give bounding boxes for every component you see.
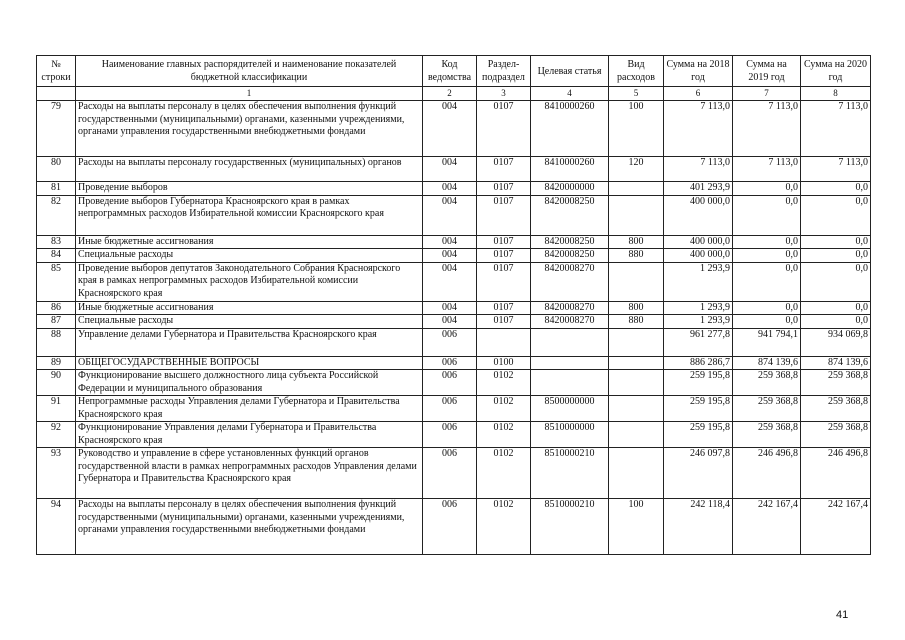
budget-table	[36, 55, 871, 555]
row-sum-2020: 0,0	[801, 182, 871, 196]
row-target-item	[531, 370, 609, 396]
table-row	[37, 356, 871, 370]
column-index-cell	[37, 87, 76, 101]
row-sum-2020: 0,0	[801, 262, 871, 301]
row-name: Расходы на выплаты персоналу в целях обеспечения выполнения функций государственными (муниципальными) органами, казенными учреждениями, органами управления государственными внебюджетными фондами	[76, 499, 423, 555]
header-num: № строки	[37, 56, 76, 87]
row-section	[477, 328, 531, 356]
header-sum-2020: Сумма на 2020 год	[801, 56, 871, 87]
row-number: 90	[37, 370, 76, 396]
row-expense-kind	[609, 422, 664, 448]
table-row	[37, 235, 871, 249]
row-name: Управление делами Губернатора и Правительства Красноярского края	[76, 328, 423, 356]
column-index-cell: 2	[423, 87, 477, 101]
row-number: 84	[37, 249, 76, 263]
row-expense-kind: 100	[609, 101, 664, 157]
row-expense-kind: 800	[609, 301, 664, 315]
row-expense-kind	[609, 396, 664, 422]
row-section: 0102	[477, 448, 531, 499]
row-name: Проведение выборов	[76, 182, 423, 196]
column-index-row	[37, 87, 871, 101]
row-sum-2018: 259 195,8	[664, 396, 733, 422]
row-sum-2018: 400 000,0	[664, 249, 733, 263]
row-target-item: 8410000260	[531, 101, 609, 157]
header-section: Раздел-подраздел	[477, 56, 531, 87]
row-sum-2019: 259 368,8	[733, 370, 801, 396]
row-expense-kind	[609, 328, 664, 356]
row-section: 0102	[477, 396, 531, 422]
table-row	[37, 396, 871, 422]
row-expense-kind	[609, 182, 664, 196]
row-sum-2020: 0,0	[801, 249, 871, 263]
row-sum-2019: 941 794,1	[733, 328, 801, 356]
table-row	[37, 249, 871, 263]
column-index-cell: 1	[76, 87, 423, 101]
row-sum-2020: 7 113,0	[801, 101, 871, 157]
row-section: 0107	[477, 249, 531, 263]
row-number: 87	[37, 315, 76, 329]
row-expense-kind: 800	[609, 235, 664, 249]
row-target-item: 8410000260	[531, 157, 609, 182]
row-sum-2019: 259 368,8	[733, 396, 801, 422]
header-code: Код ведомства	[423, 56, 477, 87]
row-target-item	[531, 328, 609, 356]
table-row	[37, 157, 871, 182]
row-section: 0102	[477, 499, 531, 555]
row-target-item: 8420008270	[531, 315, 609, 329]
row-sum-2018: 1 293,9	[664, 262, 733, 301]
row-expense-kind: 100	[609, 499, 664, 555]
row-sum-2019: 0,0	[733, 249, 801, 263]
row-sum-2020: 0,0	[801, 315, 871, 329]
row-name: Специальные расходы	[76, 249, 423, 263]
table-row	[37, 182, 871, 196]
row-sum-2019: 246 496,8	[733, 448, 801, 499]
row-number: 80	[37, 157, 76, 182]
row-target-item: 8420000000	[531, 182, 609, 196]
row-code: 004	[423, 182, 477, 196]
table-row	[37, 195, 871, 235]
row-section: 0107	[477, 235, 531, 249]
row-target-item: 8420008270	[531, 301, 609, 315]
column-index-cell: 8	[801, 87, 871, 101]
row-number: 88	[37, 328, 76, 356]
row-target-item: 8500000000	[531, 396, 609, 422]
row-sum-2020: 0,0	[801, 301, 871, 315]
row-number: 94	[37, 499, 76, 555]
row-code: 006	[423, 356, 477, 370]
row-expense-kind	[609, 370, 664, 396]
row-sum-2019: 242 167,4	[733, 499, 801, 555]
row-target-item: 8510000000	[531, 422, 609, 448]
row-expense-kind	[609, 356, 664, 370]
table-row	[37, 499, 871, 555]
column-index-cell: 3	[477, 87, 531, 101]
row-sum-2019: 874 139,6	[733, 356, 801, 370]
row-target-item: 8510000210	[531, 448, 609, 499]
row-name: Руководство и управление в сфере установленных функций органов государственной власти в рамках непрограммных расходов Управления делами Губернатора и Правительства Красноярского края	[76, 448, 423, 499]
row-sum-2019: 0,0	[733, 195, 801, 235]
row-sum-2019: 0,0	[733, 182, 801, 196]
row-sum-2019: 7 113,0	[733, 157, 801, 182]
table-row	[37, 315, 871, 329]
row-sum-2020: 934 069,8	[801, 328, 871, 356]
table-row	[37, 370, 871, 396]
column-index-cell: 4	[531, 87, 609, 101]
row-section: 0107	[477, 195, 531, 235]
row-target-item: 8420008250	[531, 195, 609, 235]
row-sum-2018: 1 293,9	[664, 301, 733, 315]
row-code: 006	[423, 422, 477, 448]
row-section: 0107	[477, 301, 531, 315]
row-expense-kind: 880	[609, 249, 664, 263]
row-sum-2020: 242 167,4	[801, 499, 871, 555]
table-row	[37, 262, 871, 301]
row-code: 004	[423, 301, 477, 315]
row-section: 0102	[477, 370, 531, 396]
header-item: Целевая статья	[531, 56, 609, 87]
row-section: 0107	[477, 101, 531, 157]
row-sum-2020: 0,0	[801, 235, 871, 249]
row-target-item: 8420008250	[531, 249, 609, 263]
row-expense-kind	[609, 448, 664, 499]
row-code: 006	[423, 448, 477, 499]
row-name: Проведение выборов депутатов Законодательного Собрания Красноярского края в рамках непрограммных расходов Избирательной комиссии Красноярского края	[76, 262, 423, 301]
row-name: Проведение выборов Губернатора Красноярского края в рамках непрограммных расходов Избирательной комиссии Красноярского края	[76, 195, 423, 235]
row-sum-2018: 961 277,8	[664, 328, 733, 356]
row-sum-2018: 7 113,0	[664, 101, 733, 157]
row-target-item	[531, 356, 609, 370]
table-body	[37, 101, 871, 555]
row-code: 004	[423, 262, 477, 301]
row-sum-2018: 259 195,8	[664, 422, 733, 448]
row-target-item: 8420008250	[531, 235, 609, 249]
row-name: Расходы на выплаты персоналу в целях обеспечения выполнения функций государственными (муниципальными) органами, казенными учреждениями, органами управления государственными внебюджетными фондами	[76, 101, 423, 157]
row-name: Функционирование высшего должностного лица субъекта Российской Федерации и муниципального образования	[76, 370, 423, 396]
row-code: 004	[423, 101, 477, 157]
row-code: 006	[423, 370, 477, 396]
row-sum-2018: 400 000,0	[664, 235, 733, 249]
row-code: 004	[423, 315, 477, 329]
row-sum-2020: 246 496,8	[801, 448, 871, 499]
row-sum-2020: 259 368,8	[801, 422, 871, 448]
header-sum-2019: Сумма на 2019 год	[733, 56, 801, 87]
row-name: Иные бюджетные ассигнования	[76, 235, 423, 249]
row-sum-2020: 259 368,8	[801, 370, 871, 396]
row-section: 0107	[477, 157, 531, 182]
row-sum-2020: 874 139,6	[801, 356, 871, 370]
row-section: 0100	[477, 356, 531, 370]
column-index-cell: 7	[733, 87, 801, 101]
row-code: 006	[423, 499, 477, 555]
table-row	[37, 101, 871, 157]
header-name: Наименование главных распорядителей и наименование показателей бюджетной классификации	[76, 56, 423, 87]
row-expense-kind: 120	[609, 157, 664, 182]
row-sum-2018: 400 000,0	[664, 195, 733, 235]
header-row	[37, 56, 871, 87]
row-name: Непрограммные расходы Управления делами Губернатора и Правительства Красноярского края	[76, 396, 423, 422]
row-number: 82	[37, 195, 76, 235]
row-sum-2018: 1 293,9	[664, 315, 733, 329]
row-name: Иные бюджетные ассигнования	[76, 301, 423, 315]
row-target-item: 8510000210	[531, 499, 609, 555]
row-number: 93	[37, 448, 76, 499]
row-expense-kind	[609, 195, 664, 235]
row-sum-2020: 7 113,0	[801, 157, 871, 182]
row-number: 85	[37, 262, 76, 301]
row-number: 89	[37, 356, 76, 370]
row-sum-2018: 246 097,8	[664, 448, 733, 499]
table-row	[37, 422, 871, 448]
row-number: 81	[37, 182, 76, 196]
row-sum-2019: 0,0	[733, 301, 801, 315]
row-code: 004	[423, 249, 477, 263]
column-index-cell: 5	[609, 87, 664, 101]
row-code: 004	[423, 195, 477, 235]
row-name: Специальные расходы	[76, 315, 423, 329]
row-number: 79	[37, 101, 76, 157]
row-expense-kind: 880	[609, 315, 664, 329]
row-section: 0102	[477, 422, 531, 448]
row-target-item: 8420008270	[531, 262, 609, 301]
header-sum-2018: Сумма на 2018 год	[664, 56, 733, 87]
row-sum-2018: 886 286,7	[664, 356, 733, 370]
row-section: 0107	[477, 315, 531, 329]
row-sum-2020: 259 368,8	[801, 396, 871, 422]
row-number: 86	[37, 301, 76, 315]
row-number: 83	[37, 235, 76, 249]
table-row	[37, 301, 871, 315]
row-name: ОБЩЕГОСУДАРСТВЕННЫЕ ВОПРОСЫ	[76, 356, 423, 370]
row-expense-kind	[609, 262, 664, 301]
row-sum-2019: 0,0	[733, 315, 801, 329]
row-section: 0107	[477, 262, 531, 301]
row-sum-2018: 242 118,4	[664, 499, 733, 555]
page-number: 41	[836, 609, 849, 621]
row-sum-2018: 7 113,0	[664, 157, 733, 182]
row-name: Функционирование Управления делами Губернатора и Правительства Красноярского края	[76, 422, 423, 448]
row-number: 92	[37, 422, 76, 448]
row-sum-2018: 401 293,9	[664, 182, 733, 196]
table-row	[37, 328, 871, 356]
row-sum-2019: 0,0	[733, 262, 801, 301]
column-index-cell: 6	[664, 87, 733, 101]
row-code: 006	[423, 396, 477, 422]
row-code: 004	[423, 235, 477, 249]
row-sum-2020: 0,0	[801, 195, 871, 235]
row-sum-2018: 259 195,8	[664, 370, 733, 396]
table-row	[37, 448, 871, 499]
row-sum-2019: 259 368,8	[733, 422, 801, 448]
row-sum-2019: 7 113,0	[733, 101, 801, 157]
row-number: 91	[37, 396, 76, 422]
row-section: 0107	[477, 182, 531, 196]
row-name: Расходы на выплаты персоналу государственных (муниципальных) органов	[76, 157, 423, 182]
row-code: 006	[423, 328, 477, 356]
row-sum-2019: 0,0	[733, 235, 801, 249]
header-kind: Вид расходов	[609, 56, 664, 87]
row-code: 004	[423, 157, 477, 182]
